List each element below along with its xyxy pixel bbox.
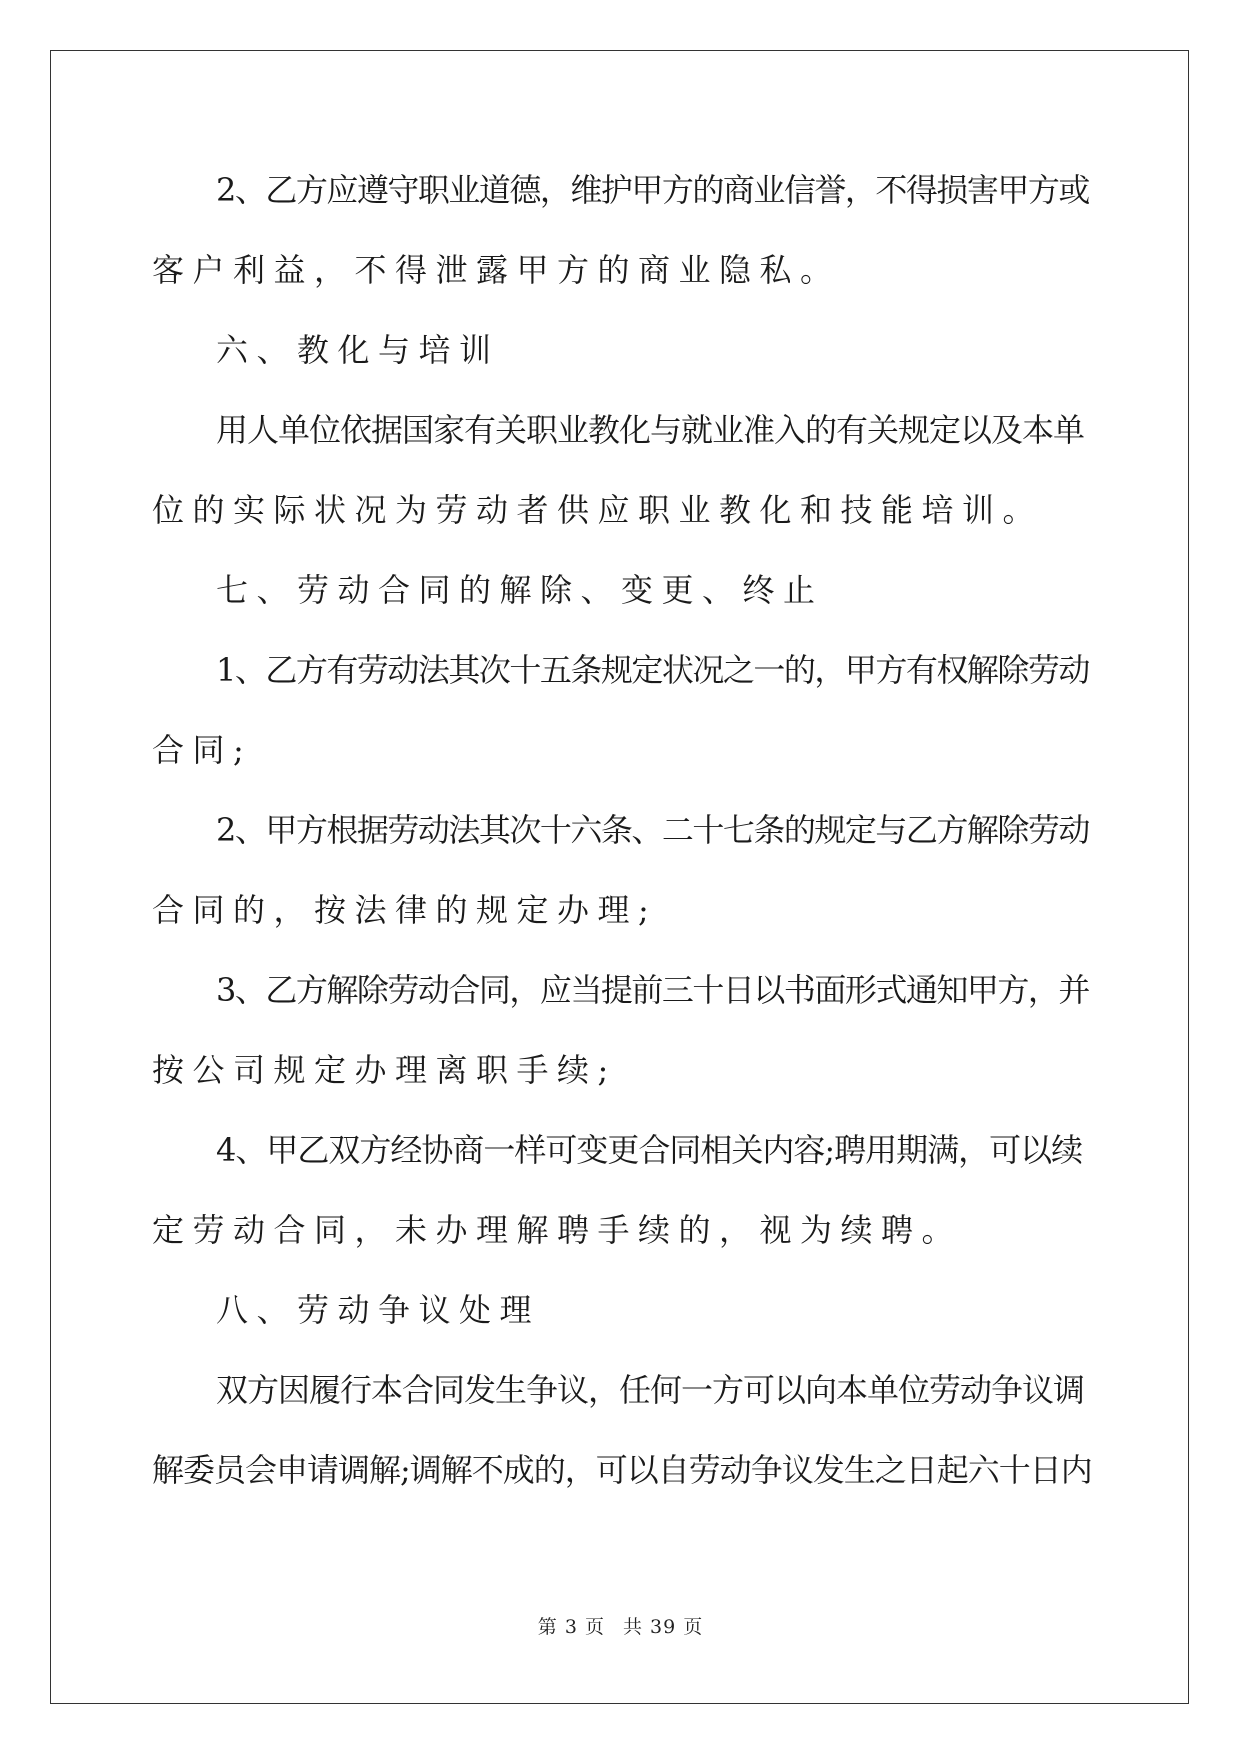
page-total: 共 39 页 (622, 1616, 704, 1638)
text-line: 合同的，按法律的规定办理; (152, 891, 658, 929)
text-line: 用人单位依据国家有关职业教化与就业准入的有关规定以及本单 (216, 411, 1085, 449)
text-line: 2、乙方应遵守职业道德，维护甲方的商业信誉，不得损害甲方或 (216, 171, 1089, 209)
text-line: 六、教化与培训 (216, 331, 500, 369)
page-footer (0, 1612, 1241, 1639)
text-line: 2、甲方根据劳动法其次十六条、二十七条的规定与乙方解除劳动 (216, 811, 1089, 849)
text-line: 合同; (152, 731, 253, 769)
text-line: 1、乙方有劳动法其次十五条规定状况之一的，甲方有权解除劳动 (216, 651, 1089, 689)
document-body (152, 160, 1092, 1520)
text-line: 解委员会申请调解;调解不成的，可以自劳动争议发生之日起六十日内 (152, 1451, 1092, 1489)
text-line: 七、劳动合同的解除、变更、终止 (216, 571, 824, 609)
text-line: 定劳动合同，未办理解聘手续的，视为续聘。 (152, 1211, 963, 1249)
text-line: 按公司规定办理离职手续; (152, 1051, 617, 1089)
text-line: 客户利益，不得泄露甲方的商业隐私。 (152, 251, 841, 289)
page-number: 第 3 页 (537, 1616, 605, 1638)
text-line: 八、劳动争议处理 (216, 1291, 541, 1329)
text-line: 双方因履行本合同发生争议，任何一方可以向本单位劳动争议调 (216, 1371, 1085, 1409)
text-line: 4、甲乙双方经协商一样可变更合同相关内容;聘用期满，可以续 (216, 1131, 1083, 1169)
text-line: 3、乙方解除劳动合同，应当提前三十日以书面形式通知甲方，并 (216, 971, 1089, 1009)
text-line: 位的实际状况为劳动者供应职业教化和技能培训。 (152, 491, 1044, 529)
